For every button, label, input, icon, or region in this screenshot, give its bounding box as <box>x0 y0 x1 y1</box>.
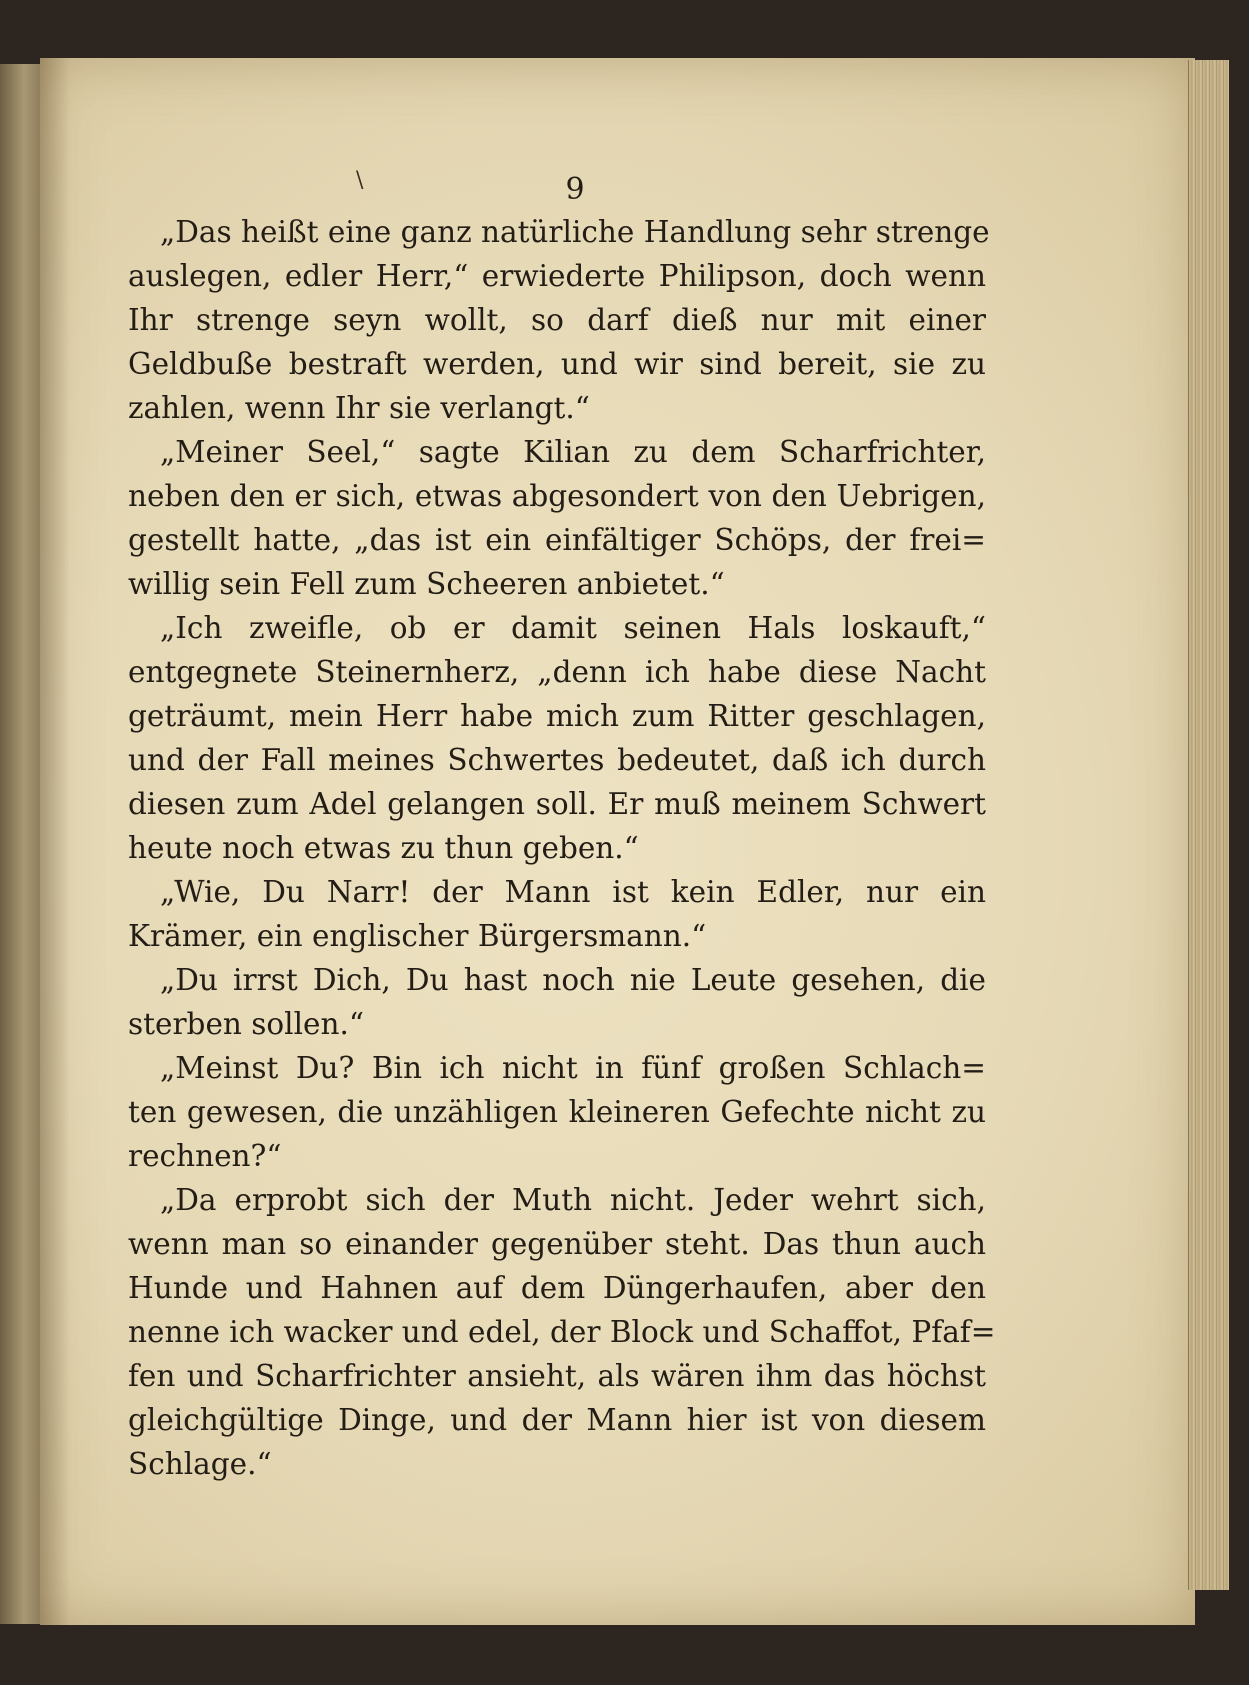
text-line: „Meinst Du? Bin ich nicht in fünf großen Schlach= <box>160 1051 986 1085</box>
text-line: Hunde und Hahnen auf dem Düngerhaufen, aber den <box>128 1271 986 1305</box>
body-text <box>128 210 996 1486</box>
text-line: „Meiner Seel,“ sagte Kilian zu dem Scharfrichter, <box>160 435 986 469</box>
text-line: geträumt, mein Herr habe mich zum Ritter geschlagen, <box>128 699 986 733</box>
text-line: sterben sollen.“ <box>128 1007 364 1041</box>
text-line: „Ich zweifle, ob er damit seinen Hals loskauft,“ <box>160 611 986 645</box>
text-line: „Du irrst Dich, Du hast noch nie Leute gesehen, die <box>160 963 986 997</box>
text-line: „Wie, Du Narr! der Mann ist kein Edler, nur ein <box>160 875 986 909</box>
left-page-edge <box>0 64 41 1624</box>
gutter-shadow <box>40 58 70 1625</box>
page-stack-edge <box>1188 60 1229 1590</box>
text-line: und der Fall meines Schwertes bedeutet, daß ich durch <box>128 743 986 777</box>
text-line: rechnen?“ <box>128 1139 282 1173</box>
text-line: ten gewesen, die unzähligen kleineren Gefechte nicht zu <box>128 1095 986 1129</box>
text-line: Geldbuße bestraft werden, und wir sind bereit, sie zu <box>128 347 986 381</box>
text-line: auslegen, edler Herr,“ erwiederte Philipson, doch wenn <box>128 259 986 293</box>
text-line: wenn man so einander gegenüber steht. Das thun auch <box>128 1227 986 1261</box>
text-line: gestellt hatte, „das ist ein einfältiger Schöps, der frei= <box>128 523 986 557</box>
text-line: gleichgültige Dinge, und der Mann hier ist von diesem <box>128 1403 986 1437</box>
text-line: heute noch etwas zu thun geben.“ <box>128 831 639 865</box>
text-line: Krämer, ein englischer Bürgersmann.“ <box>128 919 707 953</box>
text-line: diesen zum Adel gelangen soll. Er muß meinem Schwert <box>128 787 986 821</box>
text-line: willig sein Fell zum Scheeren anbietet.“ <box>128 567 725 601</box>
stray-mark: \ <box>356 168 364 193</box>
text-line: fen und Scharfrichter ansieht, als wären ihm das höchst <box>128 1359 986 1393</box>
text-line: nenne ich wacker und edel, der Block und Schaffot, Pfaf= <box>128 1315 996 1349</box>
page-number: 9 <box>565 172 585 207</box>
text-line: Ihr strenge seyn wollt, so darf dieß nur mit einer <box>128 303 986 337</box>
text-line: zahlen, wenn Ihr sie verlangt.“ <box>128 391 590 425</box>
text-line: neben den er sich, etwas abgesondert von den Uebrigen, <box>128 479 986 513</box>
text-line: „Da erprobt sich der Muth nicht. Jeder wehrt sich, <box>160 1183 986 1217</box>
text-line: Schlage.“ <box>128 1447 272 1481</box>
text-line: „Das heißt eine ganz natürliche Handlung sehr strenge <box>160 215 990 249</box>
text-line: entgegnete Steinernherz, „denn ich habe diese Nacht <box>128 655 986 689</box>
